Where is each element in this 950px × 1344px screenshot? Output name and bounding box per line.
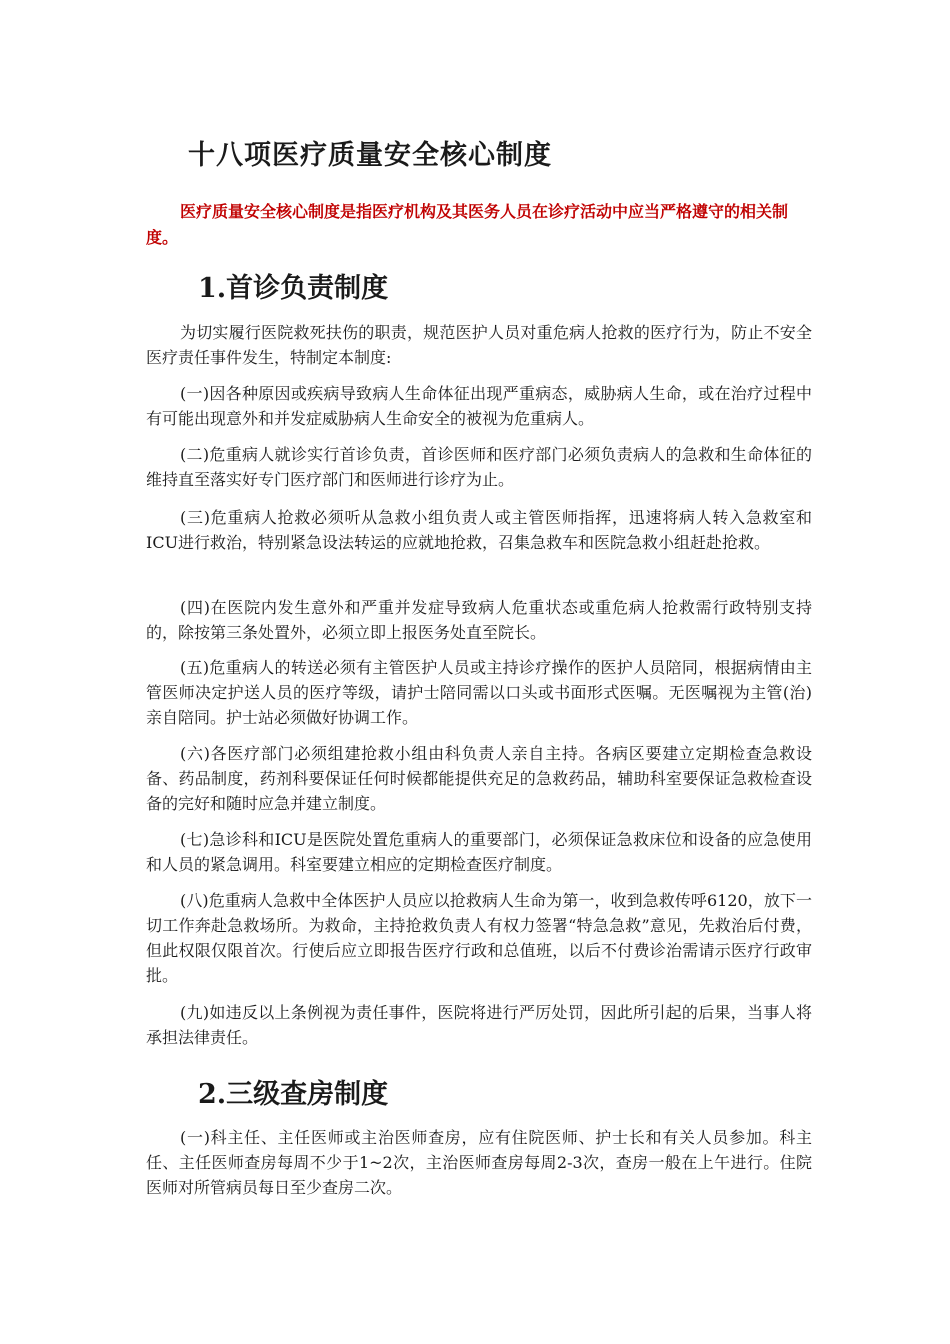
- document-title: 十八项医疗质量安全核心制度: [188, 140, 552, 171]
- document-intro: 医疗质量安全核心制度是指医疗机构及其医务人员在诊疗活动中应当严格遵守的相关制度。: [146, 202, 789, 247]
- paragraph: (六)各医疗部门必须组建抢救小组由科负责人亲自主持。各病区要建立定期检查急救设备、药品制度，药剂科要保证任何时候都能提供充足的急救药品，辅助科室要保证急救检查设备的完好和随时应急并建立制度。: [146, 744, 812, 813]
- section-heading: 1.首诊负责制度: [198, 273, 389, 304]
- paragraph: (四)在医院内发生意外和严重并发症导致病人危重状态或重危病人抢救需行政特别支持的，除按第三条处置外，必须立即上报医务处直至院长。: [146, 598, 812, 642]
- paragraph: (五)危重病人的转送必须有主管医护人员或主持诊疗操作的医护人员陪同，根据病情由主管医师决定护送人员的医疗等级，请护士陪同需以口头或书面形式医嘱。无医嘱视为主管(治)亲自陪同。护士站必须做好协调工作。: [146, 658, 812, 727]
- section-heading: 2.三级查房制度: [198, 1079, 389, 1110]
- paragraph: (二)危重病人就诊实行首诊负责，首诊医师和医疗部门必须负责病人的急救和生命体征的维持直至落实好专门医疗部门和医师进行诊疗为止。: [146, 445, 812, 489]
- paragraph: (三)危重病人抢救必须听从急救小组负责人或主管医师指挥，迅速将病人转入急救室和ICU进行救治，特别紧急设法转运的应就地抢救，召集急救车和医院急救小组赶赴抢救。: [146, 508, 812, 552]
- paragraph: (一)科主任、主任医师或主治医师查房，应有住院医师、护士长和有关人员参加。科主任、主任医师查房每周不少于1~2次，主治医师查房每周2-3次，查房一般在上午进行。住院医师对所管病员每日至少查房二次。: [146, 1128, 812, 1197]
- paragraph: (七)急诊科和ICU是医院处置危重病人的重要部门，必须保证急救床位和设备的应急使用和人员的紧急调用。科室要建立相应的定期检查医疗制度。: [146, 830, 812, 874]
- paragraph: 为切实履行医院救死扶伤的职责，规范医护人员对重危病人抢救的医疗行为，防止不安全医疗责任事件发生，特制定本制度:: [146, 323, 812, 367]
- paragraph: (九)如违反以上条例视为责任事件，医院将进行严厉处罚，因此所引起的后果，当事人将承担法律责任。: [146, 1003, 812, 1047]
- paragraph: (八)危重病人急救中全体医护人员应以抢救病人生命为第一，收到急救传呼6120，放下一切工作奔赴急救场所。为救命，主持抢救负责人有权力签署“特急急救”意见，先救治后付费，但此权限仅限首次。行使后应立即报告医疗行政和总值班，以后不付费诊治需请示医疗行政审批。: [146, 891, 812, 985]
- paragraph: (一)因各种原因或疾病导致病人生命体征出现严重病态，威胁病人生命，或在治疗过程中有可能出现意外和并发症威胁病人生命安全的被视为危重病人。: [146, 384, 812, 428]
